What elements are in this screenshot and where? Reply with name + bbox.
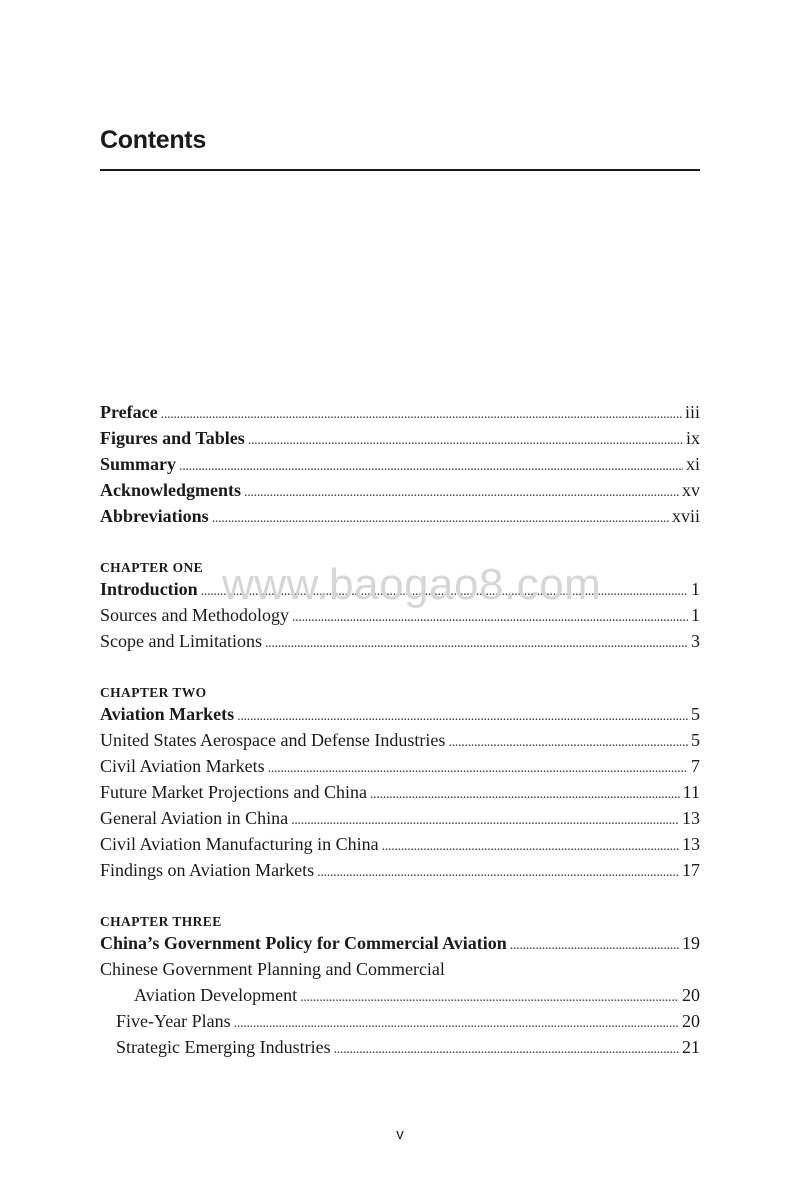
toc-entry-page: ix (685, 428, 700, 448)
front-matter-list (100, 399, 700, 529)
toc-entry-page: xvii (671, 506, 700, 526)
toc-section-entry[interactable] (100, 628, 700, 654)
toc-section-entry[interactable] (100, 956, 700, 982)
toc-entry-page: 5 (691, 704, 700, 724)
toc-entry-title: General Aviation in China (100, 808, 289, 828)
watermark: www.baogao8.com (222, 560, 602, 609)
toc-entry-summary[interactable] (100, 451, 700, 477)
toc-section-entry[interactable] (100, 857, 700, 883)
dot-leader (248, 428, 683, 454)
dot-leader (448, 730, 688, 756)
dot-leader (510, 933, 679, 959)
chapter-label: CHAPTER THREE (100, 914, 222, 929)
dot-leader (212, 506, 669, 532)
toc-entry-title: Civil Aviation Manufacturing in China (100, 834, 379, 854)
toc-entry-title: Aviation Markets (100, 704, 235, 724)
chapter-three (100, 913, 700, 1060)
toc-entry-title: Future Market Projections and China (100, 782, 367, 802)
toc-entry-title: United States Aerospace and Defense Industries (100, 730, 446, 750)
chapter-two (100, 684, 700, 883)
toc-entry-title: Acknowledgments (100, 480, 242, 500)
toc-entry-title: Summary (100, 454, 176, 474)
dot-leader (244, 480, 679, 506)
toc-entry-abbreviations[interactable] (100, 503, 700, 529)
dot-leader (265, 631, 688, 657)
toc-section-entry[interactable] (100, 805, 700, 831)
toc-entry-page: 1 (691, 605, 700, 625)
toc-entry-page: 11 (682, 782, 700, 802)
toc-entry-figures-and-tables[interactable] (100, 425, 700, 451)
toc-entry-title: Preface (100, 402, 158, 422)
toc-entry-title: Scope and Limitations (100, 631, 262, 651)
toc-entry-page: 1 (691, 579, 700, 599)
toc-chapter-title[interactable] (100, 701, 700, 727)
toc-entry-title: Aviation Development (134, 985, 298, 1005)
table-of-contents (100, 399, 700, 1060)
toc-entry-title: Chinese Government Planning and Commercial (100, 959, 445, 979)
toc-entry-title: Figures and Tables (100, 428, 245, 448)
toc-entry-page: xi (685, 454, 700, 474)
toc-section-entry[interactable] (100, 727, 700, 753)
toc-entry-acknowledgments[interactable] (100, 477, 700, 503)
dot-leader (317, 860, 679, 886)
dot-leader (179, 454, 683, 480)
toc-subsection-entry[interactable] (100, 1008, 700, 1034)
toc-entry-page: iii (684, 402, 700, 422)
chapter-label: CHAPTER TWO (100, 685, 207, 700)
toc-entry-page: 20 (682, 1011, 700, 1031)
toc-entry-title: China’s Government Policy for Commercial Aviation (100, 933, 507, 953)
toc-entry-page: 7 (691, 756, 700, 776)
toc-entry-preface[interactable] (100, 399, 700, 425)
toc-entry-page: 19 (682, 933, 700, 953)
toc-section-entry[interactable] (100, 779, 700, 805)
toc-entry-title: Civil Aviation Markets (100, 756, 265, 776)
toc-section-entry[interactable] (100, 831, 700, 857)
toc-section-entry-continued[interactable] (100, 982, 700, 1008)
toc-entry-page: 17 (682, 860, 700, 880)
page-number: v (396, 1126, 404, 1143)
toc-entry-page: 5 (691, 730, 700, 750)
toc-entry-title: Introduction (100, 579, 198, 599)
toc-entry-page: 13 (682, 808, 700, 828)
dot-leader (334, 1037, 679, 1063)
toc-entry-title: Five-Year Plans (116, 1011, 231, 1031)
page-title: Contents (100, 126, 206, 154)
dot-leader (300, 985, 679, 1011)
chapter-label: CHAPTER ONE (100, 560, 204, 575)
toc-entry-title: Sources and Methodology (100, 605, 289, 625)
toc-section-entry[interactable] (100, 753, 700, 779)
toc-entry-title: Findings on Aviation Markets (100, 860, 315, 880)
dot-leader (370, 782, 680, 808)
toc-chapter-title[interactable] (100, 930, 700, 956)
dot-leader (382, 834, 679, 860)
title-rule (100, 169, 700, 171)
toc-entry-page: 13 (682, 834, 700, 854)
toc-entry-page: 21 (682, 1037, 700, 1057)
toc-entry-title: Strategic Emerging Industries (116, 1037, 331, 1057)
toc-subsection-entry[interactable] (100, 1034, 700, 1060)
toc-entry-page: xv (682, 480, 700, 500)
toc-entry-page: 3 (691, 631, 700, 651)
toc-entry-title: Abbreviations (100, 506, 209, 526)
toc-entry-page: 20 (682, 985, 700, 1005)
